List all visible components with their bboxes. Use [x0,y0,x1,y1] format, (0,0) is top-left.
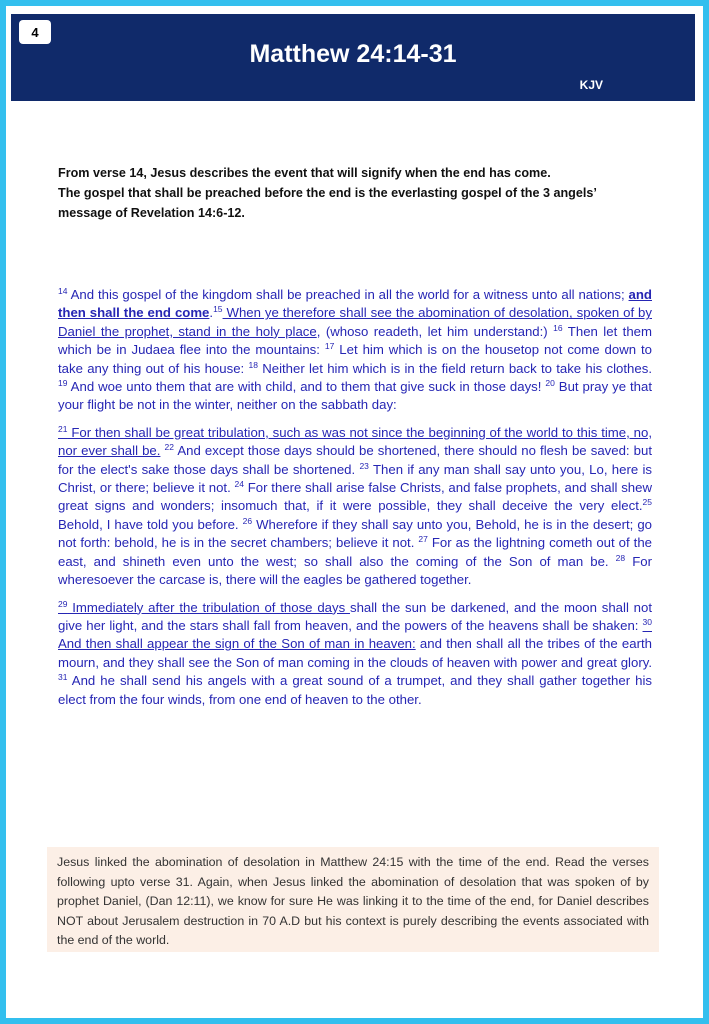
verse-number: 18 [248,359,258,370]
page-title: Matthew 24:14-31 [249,40,457,68]
verse-20-text: But pray ye that your flight be not in the winter, neither on the sabbath day: [58,379,652,413]
verse-number: 30 [642,616,652,627]
verse-23-text: Then if any man shall say unto you, Lo, here is Christ, or there; believe it not. [58,461,653,496]
verse-27-text: For as the lightning cometh out of the east, and shineth even unto the west; so shall also the coming of the Son of man be. [58,535,652,569]
verse-number: 15 [213,304,223,315]
intro-text [58,163,618,223]
verse-30-text: and then shall all the tribes of the earth mourn, and they shall see the Son of man coming in the clouds of heaven with power and great glory. [58,636,652,670]
verse-number: 23 [359,460,369,471]
verse-number: 22 [164,442,174,453]
verse-number: 25 [642,497,652,508]
verse-number: 16 [553,322,563,333]
intro-line-1: From verse 14, Jesus describes the event that will signify when the end has come. [58,166,551,180]
verse-25-text: Behold, I have told you before. [58,516,243,532]
scripture-paragraph-3 [58,599,652,709]
verse-number: 17 [324,341,335,352]
verse-number: 26 [242,515,253,526]
verse-number: 31 [58,672,68,683]
verse-number: 27 [418,534,428,545]
verse-14-emphasis: and then shall the end come [58,287,652,321]
verse-15-underlined: When ye therefore shall see the abomination of desolation, spoken of by Daniel the prophet, stand in the holy place [58,305,652,339]
bible-version-label: KJV [579,78,603,92]
verse-18-text: Neither let him which is in the field return back to take his clothes. [257,360,652,376]
scripture-paragraph-1 [58,286,652,415]
verse-number: 29 [58,598,68,609]
verse-number: 21 [58,423,68,434]
verse-number: 19 [58,378,68,389]
verse-number: 28 [615,552,626,563]
verse-17-text: Let him which is on the housetop not come down to take any thing out of his house: [58,342,653,376]
verse-14-end: . [209,305,214,321]
verse-21-text: For then shall be great tribulation, such as was not since the beginning of the world to this time, no, nor ever shall be. [58,424,652,459]
verse-15-text: , (whoso readeth, let him understand:) [316,323,554,339]
verse-30-emphasis: And then shall appear the sign of the Son of man in heaven: [58,636,416,652]
verse-19-text: And woe unto them that are with child, and to them that give suck in those days! [67,379,546,395]
page-number-badge: 4 [19,20,51,44]
verse-14-text: And this gospel of the kingdom shall be preached in all the world for a witness unto all nations; [67,287,629,302]
verse-16-text: Then let them which be in Judaea flee into the mountains: [58,323,652,358]
verse-number: 14 [58,286,68,296]
scripture-paragraph-2 [58,424,652,590]
verse-24-text: For there shall arise false Christs, and false prophets, and shall shew great signs and wonders; insomuch that, if it were possible, they shall deceive the very elect. [58,480,652,514]
verse-22-text: And except those days should be shortened, there should no flesh be saved: but for the elect's sake those days shall be shortened. [58,443,652,477]
title-banner [11,14,695,101]
verse-28-text: For wheresoever the carcase is, there will the eagles be gathered together. [58,553,652,588]
scripture-passage [58,286,652,718]
verse-number: 24 [234,479,244,490]
verse-31-text: And he shall send his angels with a great sound of a trumpet, and they shall gather together his elect from the four winds, from one end of heaven to the other. [58,673,652,707]
verse-26-text: Wherefore if they shall say unto you, Behold, he is in the desert; go not forth: behold, he is in the secret chambers; believe it not. [58,516,652,551]
commentary-note: Jesus linked the abomination of desolation in Matthew 24:15 with the time of the end. Read the verses following upto verse 31. Again, when Jesus linked the abomination of desolation that was spoken of by prophet Daniel, (Dan 12:11), we know for sure He was linking it to the time of the end, for Daniel describes NOT about Jerusalem destruction in 70 A.D but his context is purely describing the events associated with the end of the world. [47,847,659,952]
verse-29-emphasis: Immediately after the tribulation of those days [67,599,350,615]
verse-number: 20 [545,378,555,389]
intro-line-2: The gospel that shall be preached before the end is the everlasting gospel of the 3 angels’ message of Revelation 14:6-12. [58,186,597,220]
verse-29-underlined [58,600,350,615]
verse-29-text: shall the sun be darkened, and the moon shall not give her light, and the stars shall fall from heaven, and the powers of the heavens shall be shaken: [58,599,653,633]
